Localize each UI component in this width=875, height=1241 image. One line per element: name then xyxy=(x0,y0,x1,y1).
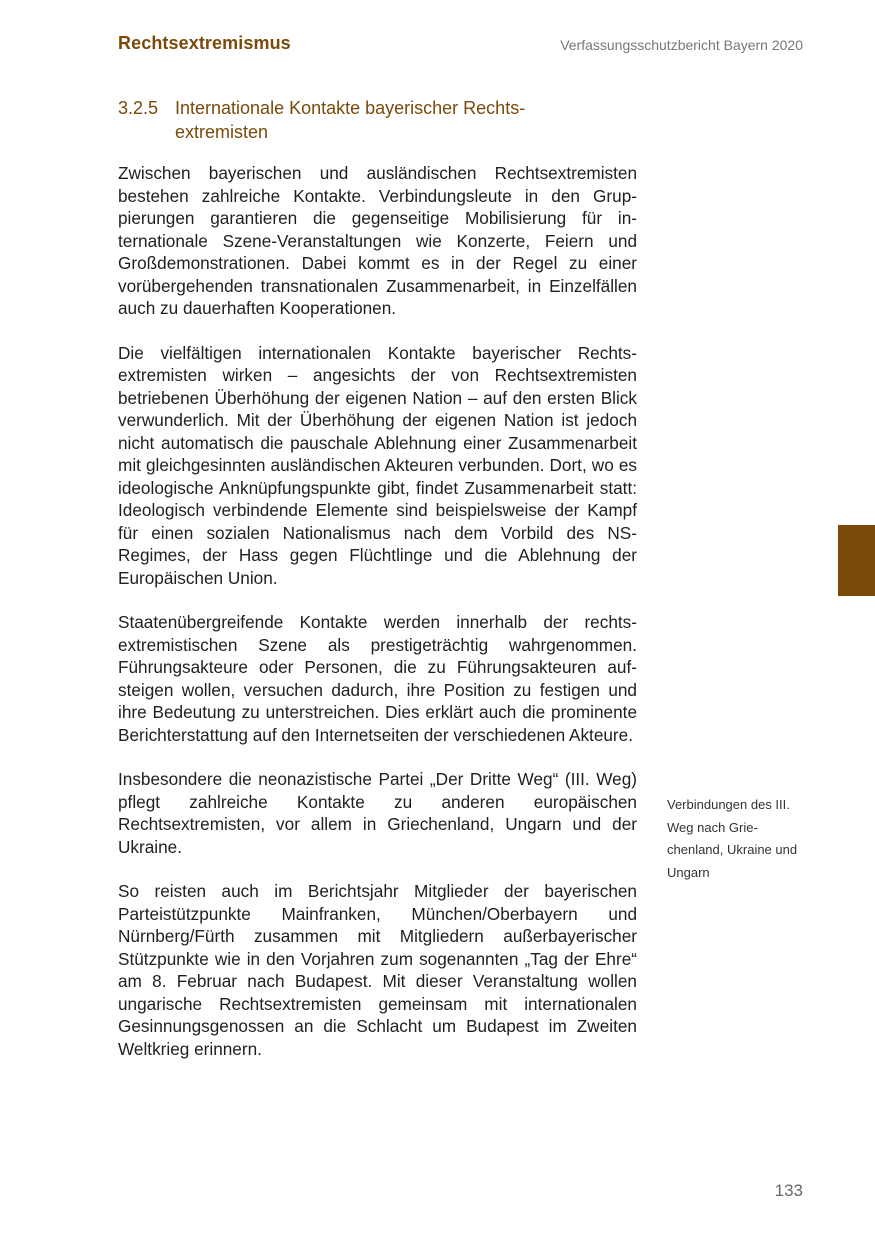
report-title: Verfassungsschutzbericht Bayern 2020 xyxy=(560,37,803,53)
chapter-tab-marker xyxy=(838,525,875,596)
section-heading xyxy=(118,96,618,144)
paragraph: Die vielfältigen internationalen Kontakte bayerischer Rechtsextremisten wirken – angesichts der von Rechtsextremisten betriebenen Überhöhung der eigenen Nation – auf den ersten Blick verwunderlich. Mit der Überhöhung der eigenen Nation ist jedoch nicht automatisch die pauschale Ablehnung einer Zusammenarbeit mit gleichgesinnten ausländischen Akteuren verbunden. Dort, wo es ideologische Anknüpfungspunkte gibt, findet Zusammenarbeit statt: Ideologisch verbindende Elemente sind beispielsweise der Kampf für einen sozialen Nationalismus nach dem Vorbild des NS-Regimes, der Hass gegen Flüchtlinge und die Ablehnung der Europäischen Union. xyxy=(118,342,637,588)
section-title: Internationale Kontakte bayerischer Rechts-extremisten xyxy=(175,98,526,142)
page-number: 133 xyxy=(774,1181,803,1200)
chapter-label: Rechtsextremismus xyxy=(118,33,291,53)
paragraph: Zwischen bayerischen und ausländischen Rechtsextremisten bestehen zahlreiche Kontakte. Verbindungsleute in den Gruppierungen garantieren die gegenseitige Mobilisierung für internationale Szene-Veranstaltungen wie Konzerte, Feiern und Großdemonstrationen. Dabei kommt es in der Regel zu einer vorübergehenden transnationalen Zusammenarbeit, in Einzelfällen auch zu dauerhaften Kooperationen. xyxy=(118,163,637,318)
paragraph: Staatenübergreifende Kontakte werden innerhalb der rechtsextremistischen Szene als prestigeträchtig wahrgenommen. Führungsakteure oder Personen, die zu Führungsakteuren aufsteigen wollen, versuchen dadurch, ihre Position zu festigen und ihre Bedeutung zu unterstreichen. Dies erklärt auch die prominente Berichterstattung auf den Internetseiten der verschiedenen Akteure. xyxy=(118,612,637,745)
margin-note: Verbindungen des III. Weg nach Griechenland, Ukraine und Ungarn xyxy=(667,797,798,880)
section-number: 3.2.5 xyxy=(118,98,159,118)
paragraph: Insbesondere die neonazistische Partei „Der Dritte Weg“ (III. Weg) pflegt zahlreiche Kontakte zu anderen europäischen Rechtsextremisten, vor allem in Griechenland, Ungarn und der Ukraine. xyxy=(118,769,637,857)
body-text xyxy=(118,162,637,1082)
paragraph: So reisten auch im Berichtsjahr Mitglieder der bayerischen Parteistützpunkte Mainfranken, München/Oberbayern und Nürnberg/Fürth zusammen mit Mitgliedern außerbayerischer Stützpunkte wie in den Vorjahren zum sogenannten „Tag der Ehre“ am 8. Februar nach Budapest. Mit dieser Veranstaltung wollen ungarische Rechtsextremisten gemeinsam mit internationalen Gesinnungsgenossen an die Schlacht um Budapest im Zweiten Weltkrieg erinnern. xyxy=(118,881,637,1059)
